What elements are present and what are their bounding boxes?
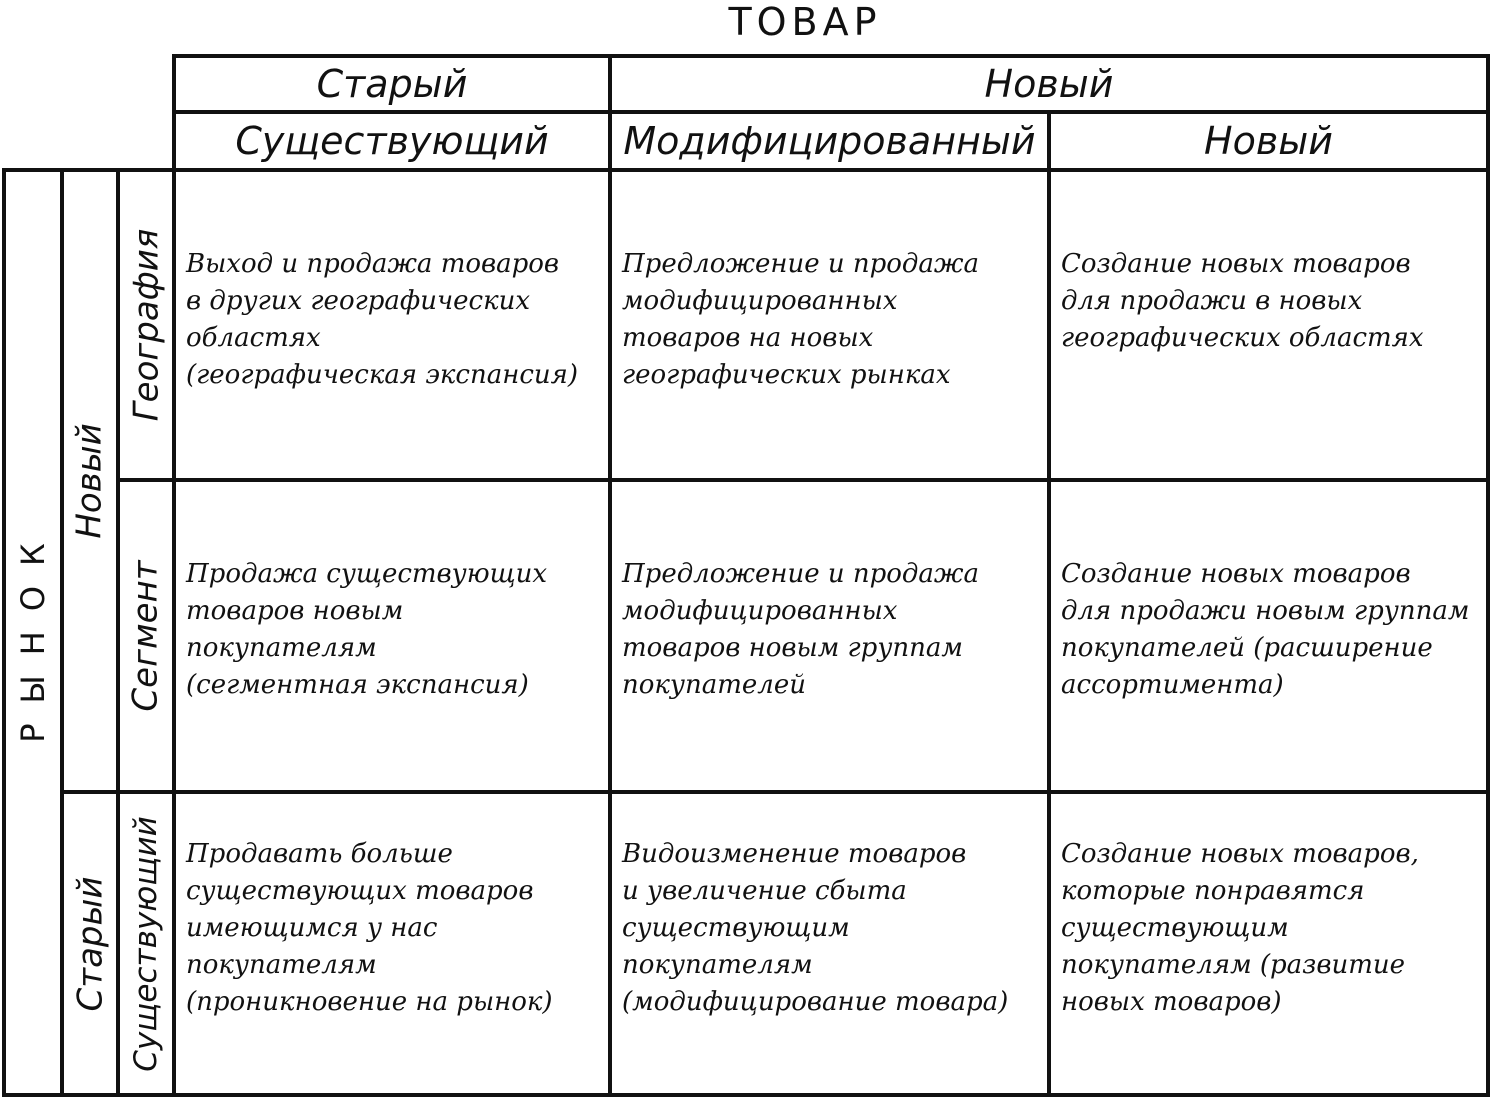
row-geography-text: География — [126, 228, 166, 422]
column-modified: Модифицированный — [623, 119, 1036, 163]
row-group-new-text: Новый — [70, 423, 111, 539]
cell-segment-new: Создание новых товаров для продажи новым группам покупателей (расширение ассортимента) — [1061, 559, 1470, 700]
row-existing-text: Существующий — [128, 815, 165, 1072]
grid-line-row1 — [116, 478, 1490, 482]
row-group-new — [64, 172, 116, 790]
column-new: Новый — [1204, 119, 1333, 163]
row-segment — [120, 482, 172, 790]
cell-existing-modified: Видоизменение товаров и увеличение сбыта существующим покупателям (модифицирование товара) — [622, 839, 1009, 1017]
cell-geography-modified: Предложение и продажа модифицированных товаров на новых географических рынках — [622, 249, 979, 390]
grid-line-header-bottom — [2, 168, 1490, 172]
cell-geography-existing: Выход и продажа товаров в других географических областях (географическая экспансия) — [186, 249, 579, 390]
grid-line-right — [1486, 54, 1490, 1097]
grid-line-row2 — [60, 790, 1490, 794]
grid-line-bottom — [2, 1093, 1490, 1097]
row-geography — [120, 172, 172, 478]
row-segment-text: Сегмент — [126, 560, 166, 712]
row-group-old — [64, 794, 116, 1093]
cell-existing-new: Создание новых товаров, которые понравятся существующим покупателям (развитие новых товаров) — [1061, 839, 1419, 1017]
cell-segment-modified: Предложение и продажа модифицированных товаров новым группам покупателей — [622, 559, 979, 700]
column-group-old: Старый — [316, 62, 468, 106]
row-market-label — [6, 172, 60, 1093]
row-market-text: РЫНОК — [14, 522, 52, 743]
cell-existing-existing: Продавать больше существующих товаров имеющимся у нас покупателям (проникновение на рынок) — [186, 839, 553, 1017]
row-existing — [120, 794, 172, 1093]
column-existing: Существующий — [235, 119, 549, 163]
diagram-title: ТОВАР — [728, 0, 882, 44]
row-group-old-text: Старый — [70, 876, 110, 1011]
column-group-new: Новый — [984, 62, 1114, 106]
cell-segment-existing: Продажа существующих товаров новым покупателям (сегментная экспансия) — [186, 559, 548, 700]
cell-geography-new: Создание новых товаров для продажи в новых географических областях — [1061, 249, 1424, 353]
